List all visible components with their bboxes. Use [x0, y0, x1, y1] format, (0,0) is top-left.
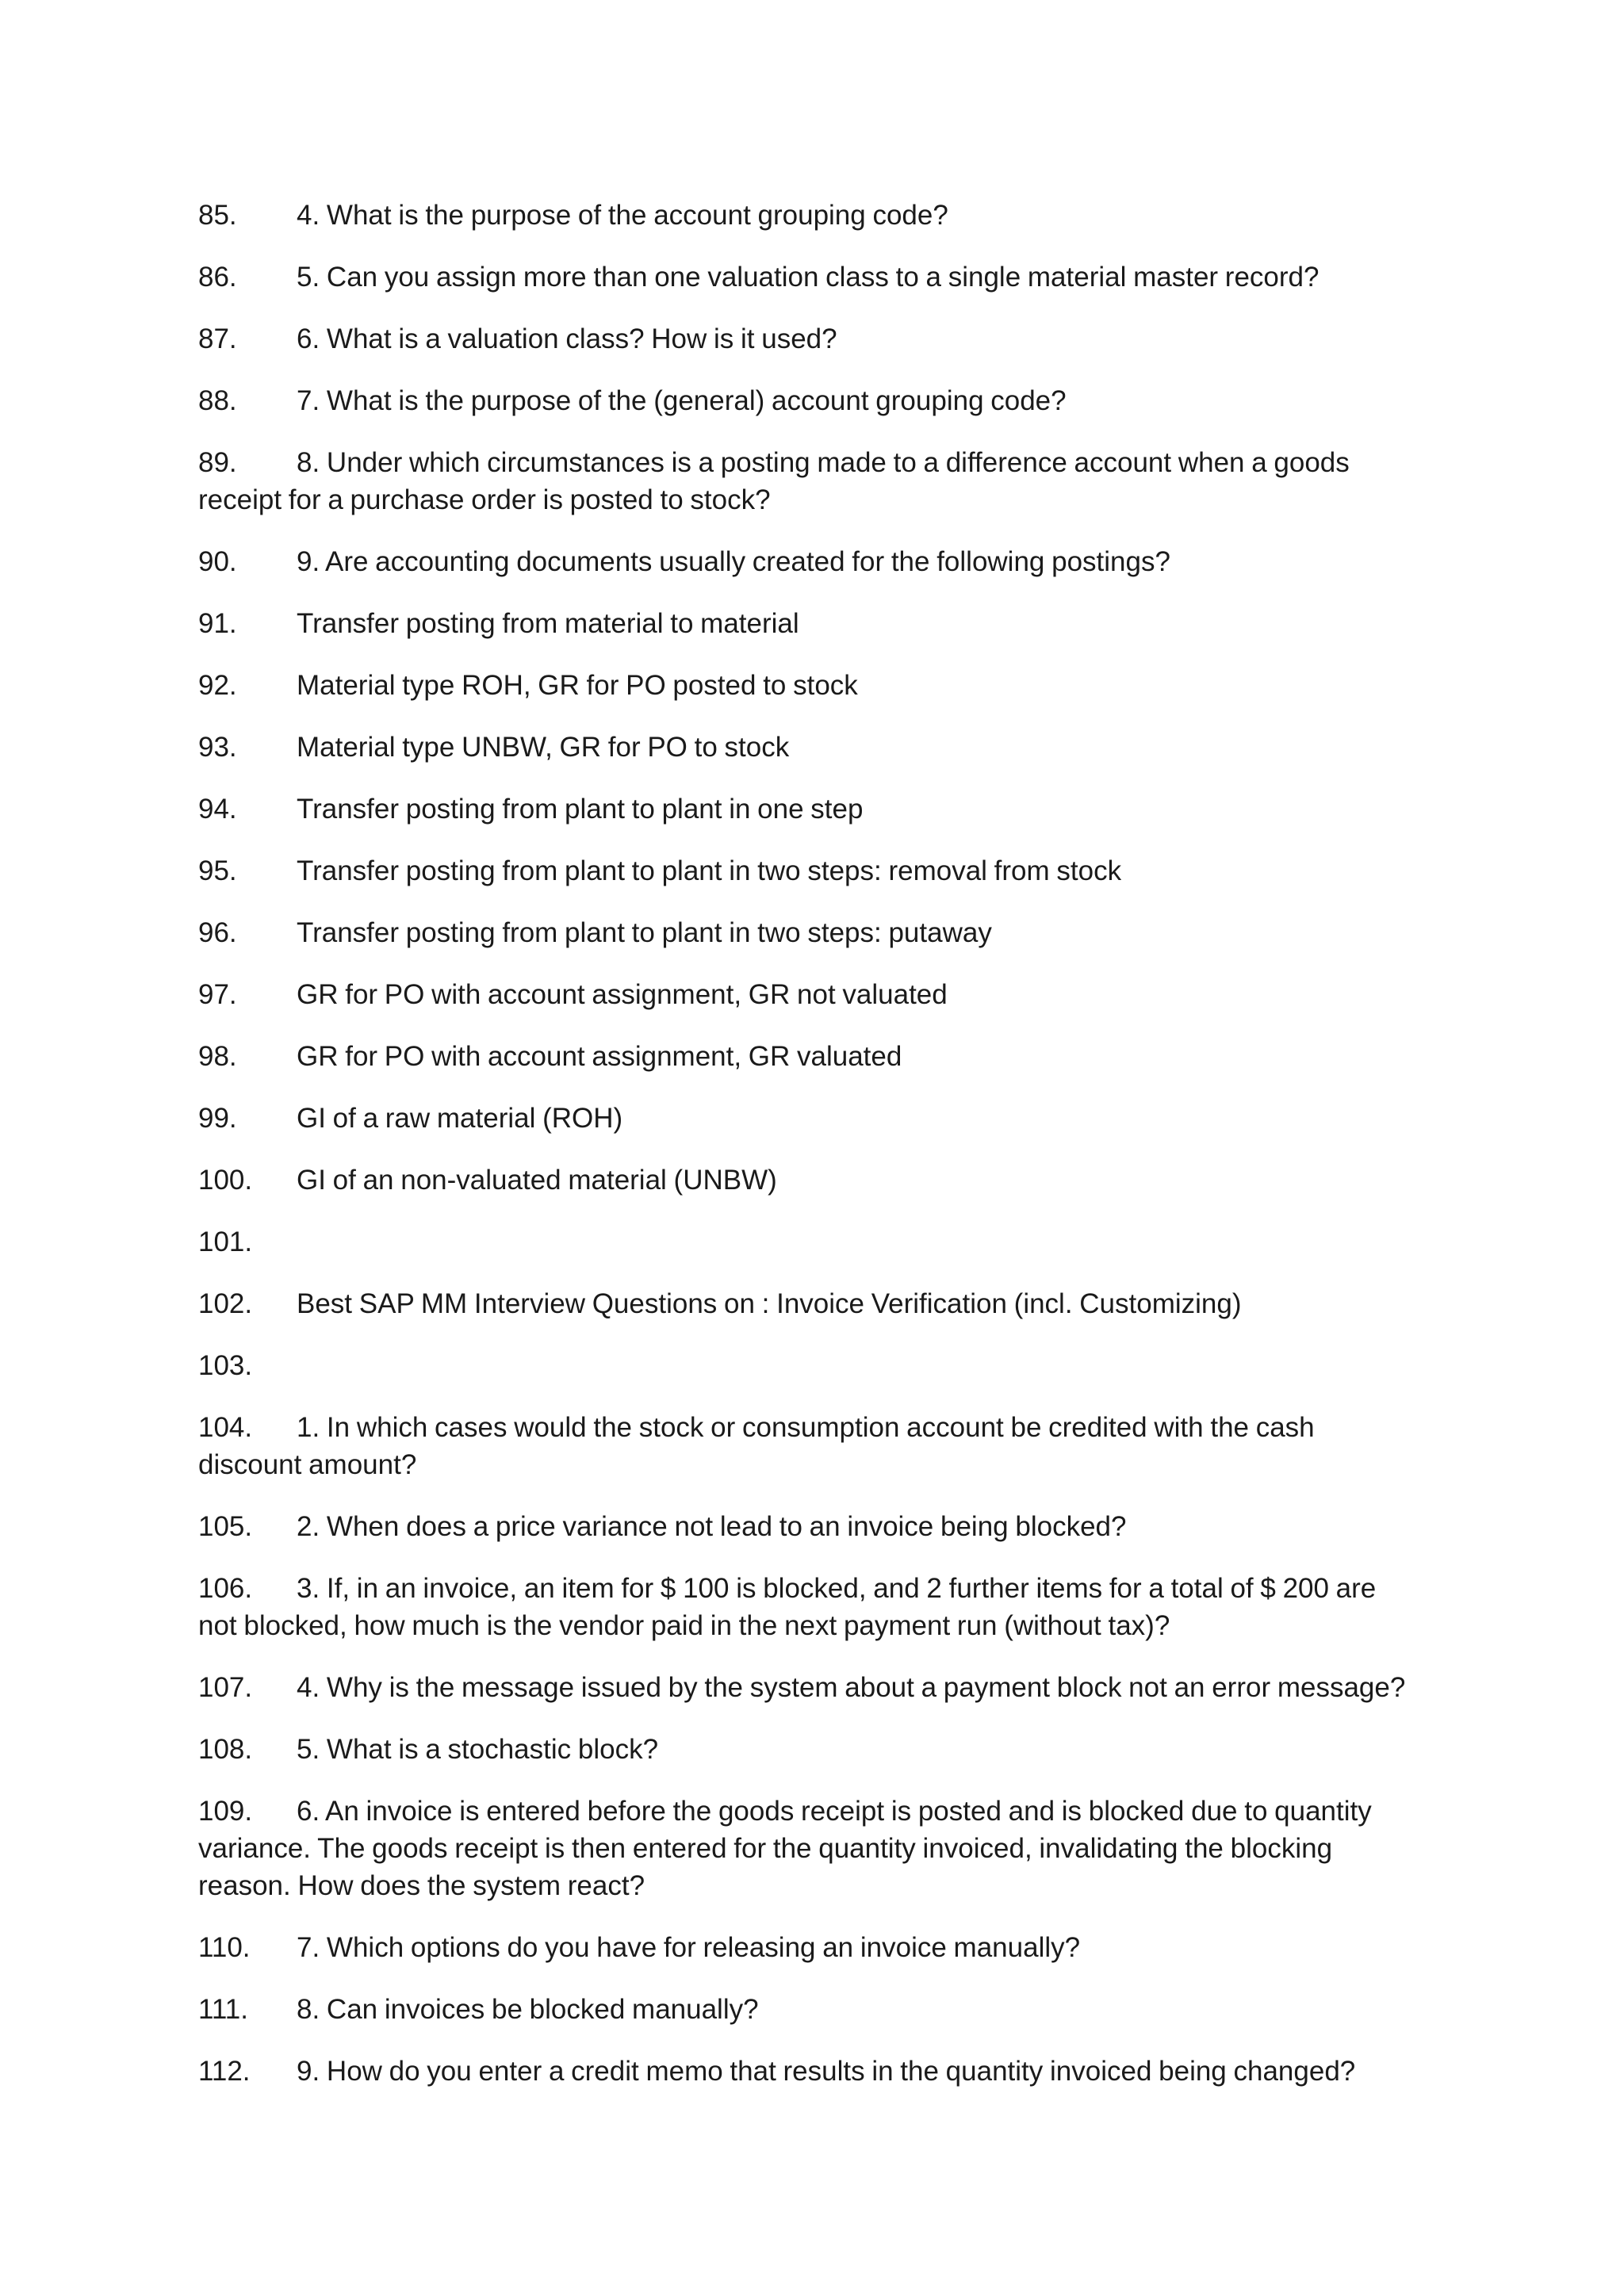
item-text: GI of a raw material (ROH)	[297, 1103, 623, 1134]
item-number: 106.	[198, 1573, 253, 1604]
item-number: 85.	[198, 200, 237, 231]
item-text: 9. Are accounting documents usually created for the following postings?	[297, 546, 1170, 577]
question-list	[198, 197, 1419, 2114]
list-item	[198, 852, 1419, 890]
list-item	[198, 914, 1419, 951]
list-item	[198, 320, 1419, 358]
item-text: 4. Why is the message issued by the system about a payment block not an error message?	[297, 1672, 1406, 1703]
item-number: 89.	[198, 447, 237, 478]
item-number: 98.	[198, 1041, 237, 1072]
item-number: 112.	[198, 2056, 251, 2087]
item-number: 94.	[198, 794, 237, 825]
item-number: 97.	[198, 979, 237, 1010]
list-item	[198, 1929, 1419, 1966]
item-text: 4. What is the purpose of the account grouping code?	[297, 200, 948, 231]
item-text: 9. How do you enter a credit memo that results in the quantity invoiced being changed?	[297, 2056, 1356, 2087]
item-number: 109.	[198, 1796, 253, 1827]
list-item	[198, 1731, 1419, 1768]
list-item	[198, 258, 1419, 296]
item-number: 93.	[198, 732, 237, 763]
item-text: 8. Can invoices be blocked manually?	[297, 1994, 759, 2025]
list-item	[198, 444, 1419, 519]
item-number: 95.	[198, 855, 237, 886]
list-item	[198, 382, 1419, 419]
list-item	[198, 605, 1419, 642]
item-text: 5. Can you assign more than one valuation class to a single material master record?	[297, 262, 1320, 293]
item-number: 111.	[198, 1994, 248, 2025]
item-text: Transfer posting from plant to plant in two steps: putaway	[297, 917, 992, 948]
item-text: Transfer posting from plant to plant in one step	[297, 794, 864, 825]
list-item	[198, 1347, 1419, 1384]
section-heading	[198, 1285, 1419, 1322]
list-item	[198, 976, 1419, 1013]
item-text: Best SAP MM Interview Questions on : Invoice Verification (incl. Customizing)	[297, 1288, 1242, 1319]
item-number: 100.	[198, 1165, 253, 1196]
item-text: 6. An invoice is entered before the goods receipt is posted and is blocked due to quantity variance. The goods receipt is then entered for the quantity invoiced, invalidating the blocking reason. How does the system react?	[198, 1796, 1372, 1901]
item-number: 110.	[198, 1932, 251, 1963]
list-item	[198, 1161, 1419, 1199]
item-text: Transfer posting from plant to plant in two steps: removal from stock	[297, 855, 1122, 886]
list-item	[198, 2053, 1419, 2090]
item-text: 8. Under which circumstances is a posting made to a difference account when a goods receipt for a purchase order is posted to stock?	[198, 447, 1350, 515]
item-number: 105.	[198, 1511, 253, 1542]
item-number: 103.	[198, 1350, 253, 1381]
item-text: 6. What is a valuation class? How is it used?	[297, 323, 837, 354]
item-number: 101.	[198, 1226, 253, 1257]
item-text: 2. When does a price variance not lead to an invoice being blocked?	[297, 1511, 1127, 1542]
item-text: GR for PO with account assignment, GR valuated	[297, 1041, 902, 1072]
item-number: 86.	[198, 262, 237, 293]
list-item	[198, 790, 1419, 828]
item-text: 7. What is the purpose of the (general) account grouping code?	[297, 385, 1067, 416]
list-item	[198, 1793, 1419, 1904]
list-item	[198, 1409, 1419, 1483]
item-text: GR for PO with account assignment, GR not valuated	[297, 979, 948, 1010]
list-item	[198, 1038, 1419, 1075]
item-number: 91.	[198, 608, 237, 639]
list-item	[198, 543, 1419, 580]
list-item	[198, 197, 1419, 234]
item-text: 1. In which cases would the stock or consumption account be credited with the cash discount amount?	[198, 1412, 1315, 1480]
list-item	[198, 1223, 1419, 1261]
item-text: 3. If, in an invoice, an item for $ 100 is blocked, and 2 further items for a total of $ 200 are not blocked, how much is the vendor paid in the next payment run (without tax)?	[198, 1573, 1377, 1641]
list-item	[198, 1669, 1419, 1706]
item-text: Transfer posting from material to material	[297, 608, 799, 639]
list-item	[198, 1100, 1419, 1137]
list-item	[198, 667, 1419, 704]
item-text: GI of an non-valuated material (UNBW)	[297, 1165, 777, 1196]
item-number: 102.	[198, 1288, 253, 1319]
item-text: Material type ROH, GR for PO posted to stock	[297, 670, 858, 701]
list-item	[198, 1991, 1419, 2028]
item-number: 88.	[198, 385, 237, 416]
item-number: 92.	[198, 670, 237, 701]
item-number: 90.	[198, 546, 237, 577]
item-text: 5. What is a stochastic block?	[297, 1734, 659, 1765]
item-number: 104.	[198, 1412, 253, 1443]
item-text: 7. Which options do you have for releasing an invoice manually?	[297, 1932, 1081, 1963]
item-number: 107.	[198, 1672, 253, 1703]
list-item	[198, 1570, 1419, 1644]
item-number: 87.	[198, 323, 237, 354]
list-item	[198, 1508, 1419, 1545]
item-text: Material type UNBW, GR for PO to stock	[297, 732, 790, 763]
list-item	[198, 729, 1419, 766]
item-number: 99.	[198, 1103, 237, 1134]
item-number: 108.	[198, 1734, 253, 1765]
item-number: 96.	[198, 917, 237, 948]
